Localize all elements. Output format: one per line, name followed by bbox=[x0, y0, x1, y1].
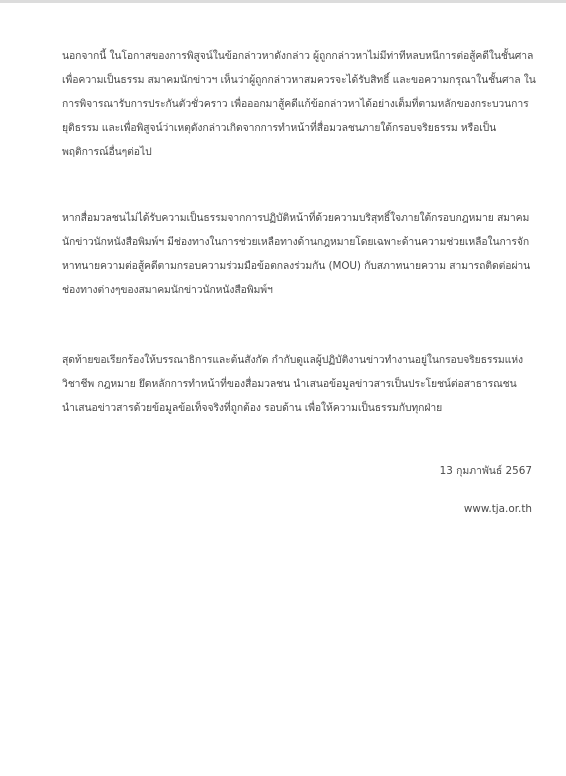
paragraph-line: เพื่อความเป็นธรรม สมาคมนักข่าวฯ เห็นว่าผู้ถูกกล่าวหาสมควรจะได้รับสิทธิ์ และขอความกรุณาในชั้นศาล ใน bbox=[62, 74, 536, 86]
paragraph-legal-process bbox=[62, 44, 542, 164]
paragraph-closing-request bbox=[62, 348, 542, 420]
paragraph-line: หาทนายความต่อสู้คดีตามกรอบความร่วมมือข้อตกลงร่วมกัน (MOU) กับสภาทนายความ สามารถติดต่อผ่าน bbox=[62, 260, 531, 272]
paragraph-line: ช่องทางต่างๆของสมาคมนักข่าวนักหนังสือพิมพ์ฯ bbox=[62, 284, 273, 296]
website-url: www.tja.or.th bbox=[463, 503, 532, 515]
document-date: 13 กุมภาพันธ์ 2567 bbox=[439, 465, 532, 477]
paragraph-line: นอกจากนี้ ในโอกาสของการพิสูจน์ในข้อกล่าวหาดังกล่าว ผู้ถูกกล่าวหาไม่มีท่าทีหลบหนีการต่อสู้คดีในชั้นศาล bbox=[62, 50, 534, 62]
paragraph-line: พฤติการณ์อื่นๆต่อไป bbox=[62, 146, 152, 158]
paragraph-line: การพิจารณารับการประกันตัวชั่วคราว เพื่อออกมาสู้คดีแก้ข้อกล่าวหาได้อย่างเต็มที่ตามหลักของกระบวนการ bbox=[62, 98, 529, 110]
paragraph-line: นำเสนอข่าวสารด้วยข้อมูลข้อเท็จจริงที่ถูกต้อง รอบด้าน เพื่อให้ความเป็นธรรมกับทุกฝ่าย bbox=[62, 402, 443, 414]
paragraph-legal-assistance bbox=[62, 206, 542, 302]
paragraph-line: หากสื่อมวลชนไม่ได้รับความเป็นธรรมจากการปฏิบัติหน้าที่ด้วยความบริสุทธิ์ใจภายใต้กรอบกฎหมาย สมาคม bbox=[62, 212, 530, 224]
paragraph-line: สุดท้ายขอเรียกร้องให้บรรณาธิการและต้นสังกัด กำกับดูแลผู้ปฏิบัติงานข่าวทำงานอยู่ในกรอบจริยธรรมแห่ง bbox=[62, 354, 523, 366]
paragraph-line: นักข่าวนักหนังสือพิมพ์ฯ มีช่องทางในการช่วยเหลือทางด้านกฎหมายโดยเฉพาะด้านความช่วยเหลือในการจัก bbox=[62, 236, 530, 248]
paragraph-line: ยุติธรรม และเพื่อพิสูจน์ว่าเหตุดังกล่าวเกิดจากการทำหน้าที่สื่อมวลชนภายใต้กรอบจริยธรรม หรือเป็น bbox=[62, 122, 497, 134]
paragraph-line: วิชาชีพ กฎหมาย ยึดหลักการทำหน้าที่ของสื่อมวลชน นำเสนอข้อมูลข่าวสารเป็นประโยชน์ต่อสาธารณชน bbox=[62, 378, 517, 390]
